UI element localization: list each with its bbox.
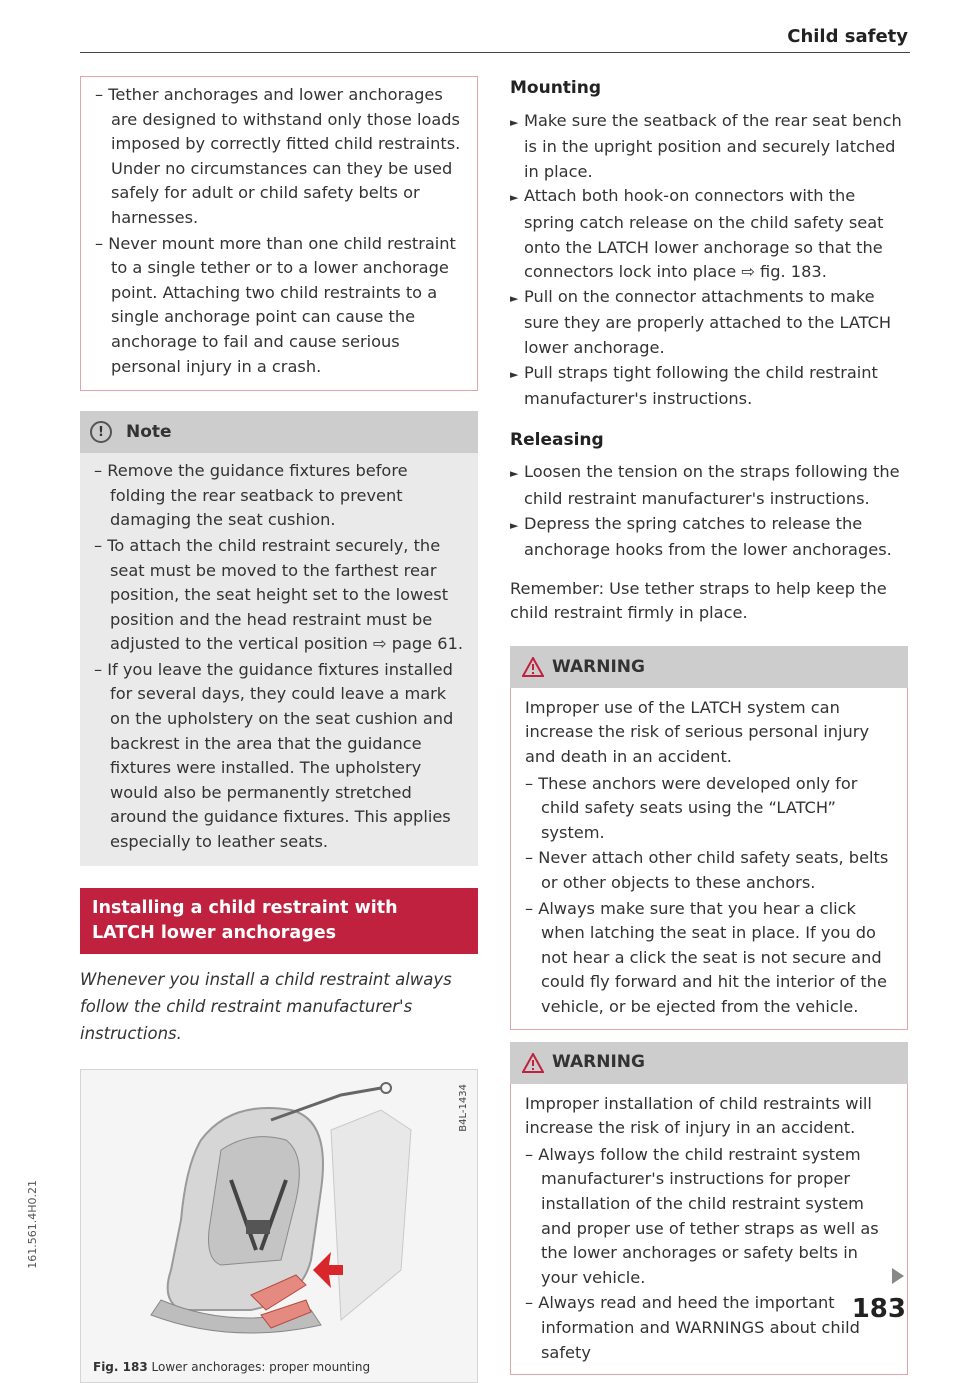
warning-triangle-icon bbox=[522, 657, 544, 677]
note-item: – If you leave the guidance fixtures installed for several days, they could leave a mark on the upholstery on the seat cushion and backrest in the area that the guidance fixtures were installed. The upholstery would also be permanently stretched around the guidance fixtures. This applies especially to leather seats. bbox=[94, 659, 454, 852]
mounting-heading: Mounting bbox=[510, 78, 602, 98]
warning-lead: Improper installation of child restraints will increase the risk of injury in an accident. bbox=[525, 1093, 872, 1138]
child-seat-illustration bbox=[81, 1070, 477, 1340]
section-intro: Whenever you install a child restraint always follow the child restraint manufacturer's instructions. bbox=[80, 969, 452, 1043]
bullet-arrow-icon: ► bbox=[510, 467, 519, 481]
header-rule bbox=[80, 52, 910, 53]
releasing-heading: Releasing bbox=[510, 429, 604, 450]
warning-lead: Improper use of the LATCH system can increase the risk of serious personal injury and death in an accident. bbox=[525, 697, 870, 767]
bullet-arrow-icon: ► bbox=[510, 115, 519, 129]
warning-header bbox=[510, 646, 908, 688]
warning-item: – Always read and heed the important information and WARNINGS about child safety bbox=[525, 1293, 860, 1362]
page-number: 183 bbox=[851, 1294, 906, 1324]
bullet-arrow-icon: ► bbox=[510, 367, 519, 381]
figure-code: B4L-1434 bbox=[458, 1083, 469, 1132]
right-column bbox=[510, 76, 908, 1375]
warning-body bbox=[510, 688, 908, 1030]
page-header-title: Child safety bbox=[787, 26, 908, 47]
warning-item: – Always follow the child restraint system manufacturer's instructions for proper installation of the child restraint system and proper use of tether straps as well as the lower anchorages or safety belts in your vehicle. bbox=[525, 1144, 879, 1287]
note-item: – Remove the guidance fixtures before folding the rear seatback to prevent damaging the seat cushion. bbox=[94, 461, 408, 530]
warning-header bbox=[510, 1042, 908, 1084]
bullet-arrow-icon: ► bbox=[510, 518, 519, 532]
remember-text: Remember: Use tether straps to help keep the child restraint firmly in place. bbox=[510, 578, 887, 623]
warning-item: – Always make sure that you hear a click when latching the seat in place. If you do not hear a click the seat is not secure and could fly forward and hit the interior of the vehicle, or be ejected from the vehicle. bbox=[525, 898, 887, 1016]
mounting-step: ► Pull on the connector attachments to make sure they are properly attached to the LATCH lower anchorage. bbox=[510, 286, 892, 357]
warning-item: – These anchors were developed only for child safety seats using the “LATCH” system. bbox=[525, 773, 858, 842]
caution-item: – Never mount more than one child restraint to a single tether or to a lower anchorage point. Attaching two child restraints to a single anchorage point can cause the anchorage to fail and cause serious personal injury in a crash. bbox=[95, 233, 456, 376]
note-header bbox=[80, 411, 478, 453]
mounting-step: ► Make sure the seatback of the rear seat bench is in the upright position and securely latched in place. bbox=[510, 110, 902, 181]
caution-item: – Tether anchorages and lower anchorages are designed to withstand only those loads imposed by correctly fitted child restraints. Under no circumstances can they be used safely for adult or child safety belts or harnesses. bbox=[95, 85, 461, 227]
figure-183 bbox=[80, 1069, 478, 1383]
figure-caption-text: Lower anchorages: proper mounting bbox=[151, 1359, 371, 1374]
note-item: – To attach the child restraint securely, the seat must be moved to the farthest rear position, the seat height set to the lowest position and the head restraint must be adjusted to the vertical position ⇨ page 61. bbox=[94, 535, 464, 654]
note-body bbox=[80, 453, 478, 866]
document-code: 161.561.4H0.21 bbox=[26, 1180, 39, 1269]
continue-arrow-icon bbox=[892, 1268, 904, 1284]
left-column bbox=[80, 76, 478, 1383]
section-title: Installing a child restraint with LATCH lower anchorages bbox=[80, 888, 478, 954]
warning-triangle-icon bbox=[522, 1053, 544, 1073]
warning-item: – Never attach other child safety seats, belts or other objects to these anchors. bbox=[525, 848, 889, 893]
bullet-arrow-icon: ► bbox=[510, 291, 519, 305]
info-exclamation-icon: ! bbox=[90, 421, 112, 443]
bullet-arrow-icon: ► bbox=[510, 191, 519, 205]
warning-title: WARNING bbox=[552, 1052, 645, 1073]
warning-box-1 bbox=[510, 646, 908, 1030]
releasing-step: ► Depress the spring catches to release the anchorage hooks from the lower anchorages. bbox=[510, 513, 892, 560]
anchorage-caution-box bbox=[80, 76, 478, 391]
releasing-step: ► Loosen the tension on the straps following the child restraint manufacturer's instructions. bbox=[510, 462, 900, 508]
warning-title: WARNING bbox=[552, 656, 645, 677]
note-title: Note bbox=[126, 422, 172, 443]
warning-box-2 bbox=[510, 1042, 908, 1376]
figure-caption bbox=[93, 1360, 370, 1374]
mounting-step: ► Pull straps tight following the child restraint manufacturer's instructions. bbox=[510, 362, 878, 409]
figure-label: Fig. 183 bbox=[93, 1359, 148, 1374]
warning-body bbox=[510, 1084, 908, 1376]
mounting-step: ► Attach both hook-on connectors with the spring catch release on the child safety seat onto the LATCH lower anchorage so that the connectors lock into place ⇨ fig. 183. bbox=[510, 186, 884, 282]
